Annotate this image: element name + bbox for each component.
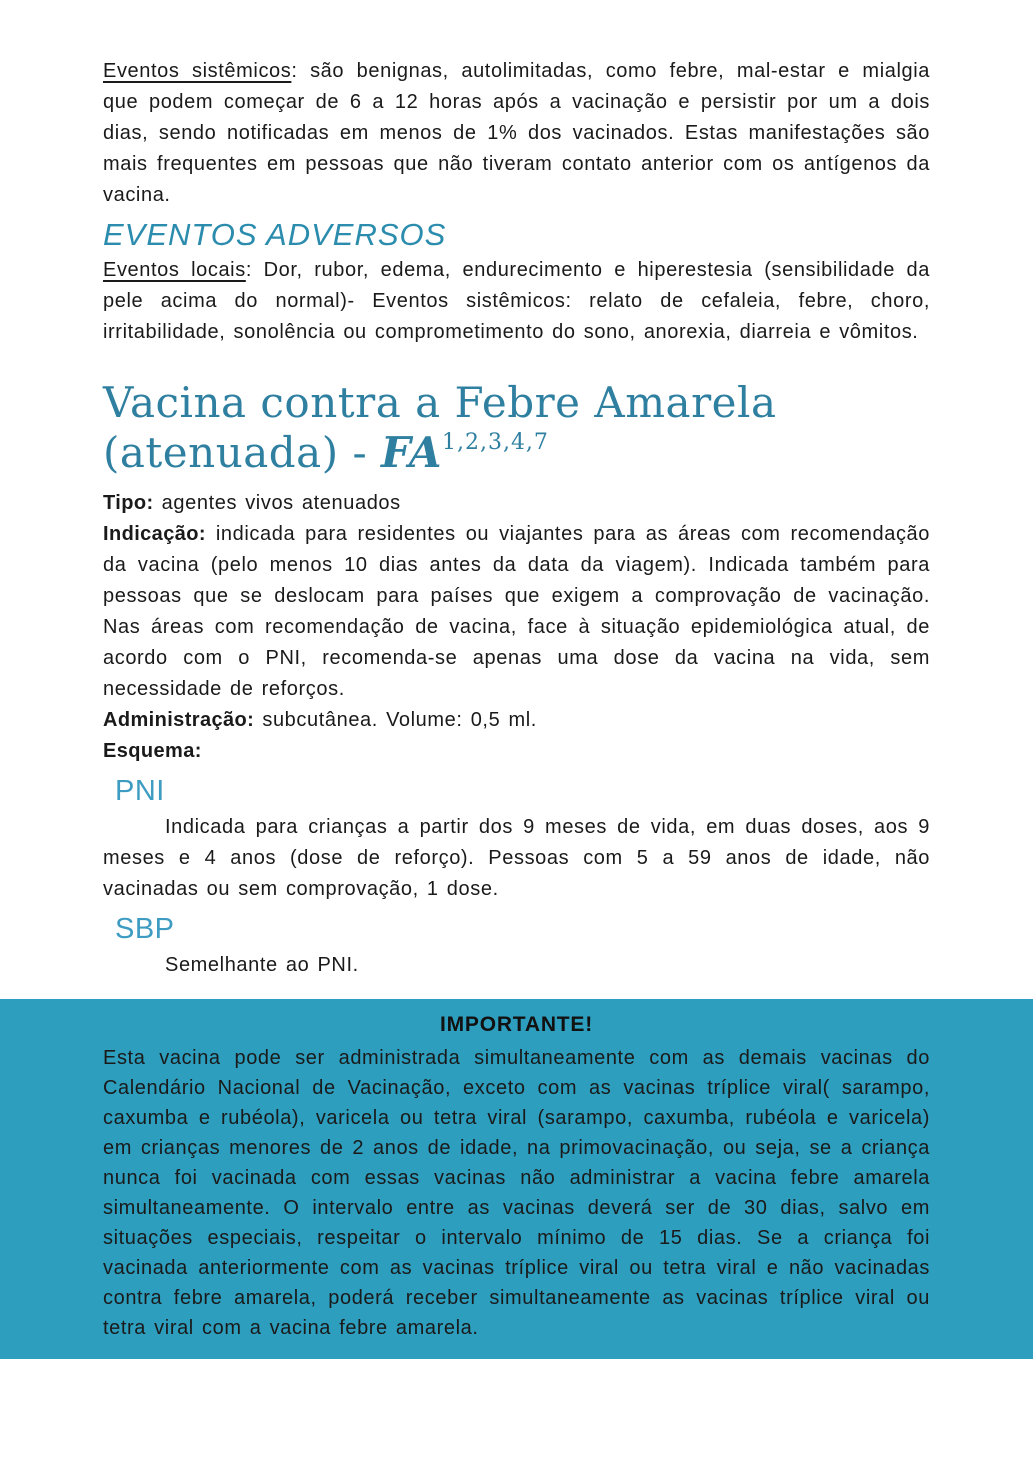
vaccine-title-line1: Vacina contra a Febre Amarela <box>103 378 777 427</box>
heading-vacina-febre-amarela <box>103 378 930 478</box>
important-box-text: Esta vacina pode ser administrada simultaneamente com as demais vacinas do Calendário Nacional de Vacinação, exceto com as vacinas tríplice viral( sarampo, caxumba e rubéola), varicela ou tetra viral (sarampo, caxumba, rubéola e varicela) em crianças menores de 2 anos de idade, na primovacinação, ou seja, se a criança nunca foi vacinada com essas vacinas não administrar a vacina febre amarela simultaneamente. O intervalo entre as vacinas deverá ser de 30 dias, salvo em situações especiais, respeitar o intervalo mínimo de 15 dias. Se a criança foi vacinada anteriormente com as vacinas tríplice viral ou tetra viral e não vacinadas contra febre amarela, poderá receber simultaneamente as vacinas tríplice viral ou tetra viral com a vacina febre amarela. <box>103 1047 930 1339</box>
subheading-sbp: SBP <box>115 913 175 945</box>
eventos-locais-lead: Eventos locais <box>103 259 246 281</box>
field-esquema <box>103 736 930 767</box>
paragraph-sbp: Semelhante ao PNI. <box>165 954 359 976</box>
field-indicacao-label: Indicação: <box>103 523 206 545</box>
important-box-title: IMPORTANTE! <box>439 1013 594 1036</box>
paragraph-eventos-sistemicos <box>103 56 930 211</box>
paragraph-eventos-locais <box>103 255 930 348</box>
subheading-pni: PNI <box>115 775 165 807</box>
field-tipo-label: Tipo: <box>103 492 154 514</box>
vaccine-fields <box>103 488 930 767</box>
eventos-locais-text: : Dor, rubor, edema, endurecimento e hiperestesia (sensibilidade da pele acima do normal)- Eventos sistêmicos: relato de cefaleia, febre, choro, irritabilidade, sonolência ou comprometimento do sono, anorexia, diarreia e vômitos. <box>103 259 930 343</box>
vaccine-reference-superscript: 1,2,3,4,7 <box>441 430 549 455</box>
field-administracao-value: subcutânea. Volume: 0,5 ml. <box>254 709 537 731</box>
field-tipo <box>103 488 930 519</box>
field-esquema-label: Esquema: <box>103 740 202 762</box>
paragraph-pni: Indicada para crianças a partir dos 9 meses de vida, em duas doses, aos 9 meses e 4 anos (dose de reforço). Pessoas com 5 a 59 anos de idade, não vacinadas ou sem comprovação, 1 dose. <box>103 816 930 900</box>
field-administracao-label: Administração: <box>103 709 255 731</box>
vaccine-abbreviation: FA <box>381 428 442 477</box>
field-administracao <box>103 705 930 736</box>
eventos-sistemicos-text: : são benignas, autolimitadas, como febre, mal-estar e mialgia que podem começar de 6 a 12 horas após a vacinação e persistir por um a dois dias, sendo notificadas em menos de 1% dos vacinados. Estas manifestações são mais frequentes em pessoas que não tiveram contato anterior com os antígenos da vacina. <box>103 60 930 206</box>
heading-eventos-adversos: EVENTOS ADVERSOS <box>103 217 447 252</box>
field-indicacao <box>103 519 930 705</box>
eventos-sistemicos-lead: Eventos sistêmicos <box>103 60 292 82</box>
field-indicacao-value: indicada para residentes ou viajantes para as áreas com recomendação da vacina (pelo menos 10 dias antes da data da viagem). Indicada também para pessoas que se deslocam para países que exigem a comprovação de vacinação. Nas áreas com recomendação de vacina, face à situação epidemiológica atual, de acordo com o PNI, recomenda-se apenas uma dose da vacina na vida, sem necessidade de reforços. <box>103 523 930 700</box>
important-notice-box <box>0 999 1033 1359</box>
vaccine-title-line2-prefix: (atenuada) - <box>103 428 382 477</box>
field-tipo-value: agentes vivos atenuados <box>153 492 401 514</box>
